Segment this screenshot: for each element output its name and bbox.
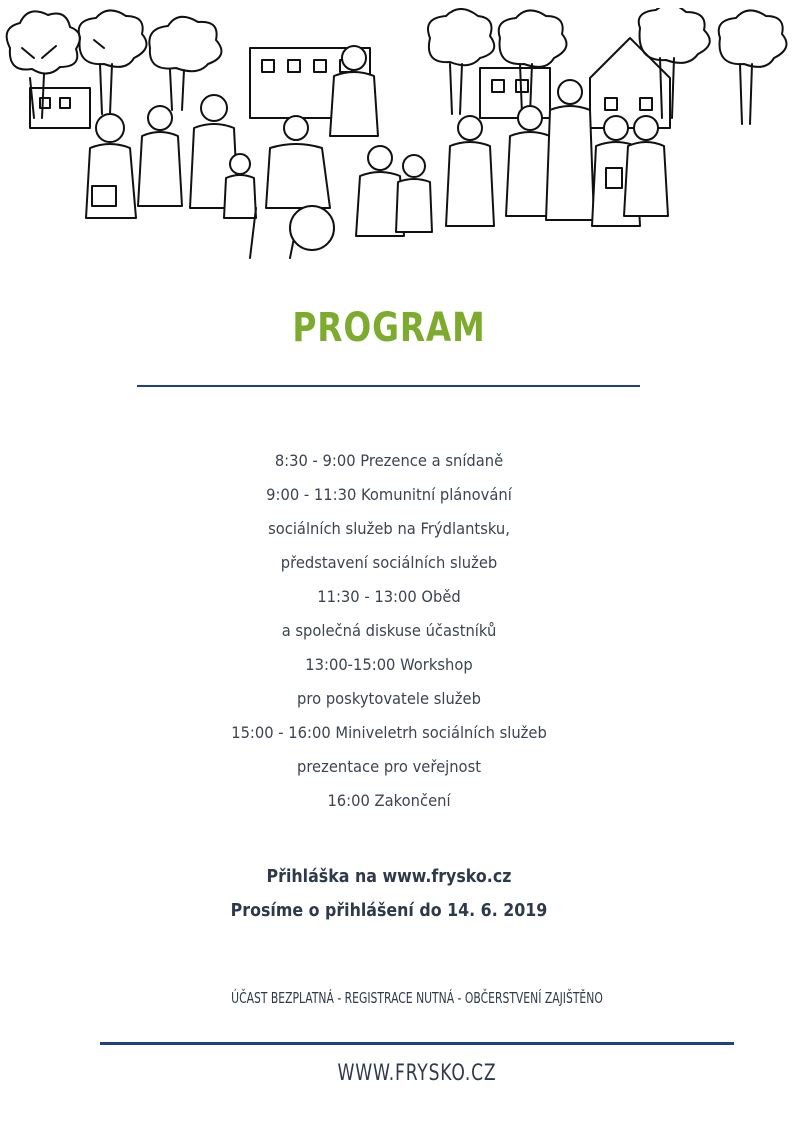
schedule-item: představení sociálních služeb — [280, 553, 498, 572]
signup-deadline: Prosíme o přihlášení do 14. 6. 2019 — [230, 900, 548, 921]
tree-icon — [79, 10, 147, 114]
tree-icon — [639, 8, 710, 118]
schedule-list — [0, 444, 778, 818]
schedule-item: 16:00 Zakončení — [327, 791, 451, 810]
schedule-item: a společná diskuse účastníků — [281, 621, 497, 640]
signup-info — [0, 860, 778, 928]
schedule-item: pro poskytovatele služeb — [297, 689, 481, 708]
schedule-item: prezentace pro veřejnost — [296, 757, 482, 776]
schedule-item: 11:30 - 13:00 Oběd — [317, 587, 461, 606]
schedule-item: 9:00 - 11:30 Komunitní plánování — [266, 485, 512, 504]
tree-icon — [719, 10, 787, 124]
schedule-item: 8:30 - 9:00 Prezence a snídaně — [274, 451, 504, 470]
divider — [100, 1042, 734, 1045]
divider — [137, 385, 640, 387]
tree-icon — [7, 11, 80, 118]
tree-icon — [428, 9, 494, 114]
website-link[interactable]: WWW.FRYSKO.CZ — [337, 1061, 497, 1086]
tree-icon — [499, 10, 567, 114]
people-icon — [86, 46, 668, 258]
schedule-item: sociálních služeb na Frýdlantsku, — [268, 519, 510, 538]
schedule-item: 13:00-15:00 Workshop — [305, 655, 473, 674]
community-illustration — [0, 8, 794, 266]
footer-note: ÚČAST BEZPLATNÁ - REGISTRACE NUTNÁ - OBČERSTVENÍ ZAJIŠTĚNO — [231, 989, 603, 1007]
signup-link-text[interactable]: Přihláška na www.frysko.cz — [266, 866, 512, 887]
schedule-item: 15:00 - 16:00 Miniveletrh sociálních služeb — [231, 723, 547, 742]
page-title: PROGRAM — [292, 305, 486, 351]
